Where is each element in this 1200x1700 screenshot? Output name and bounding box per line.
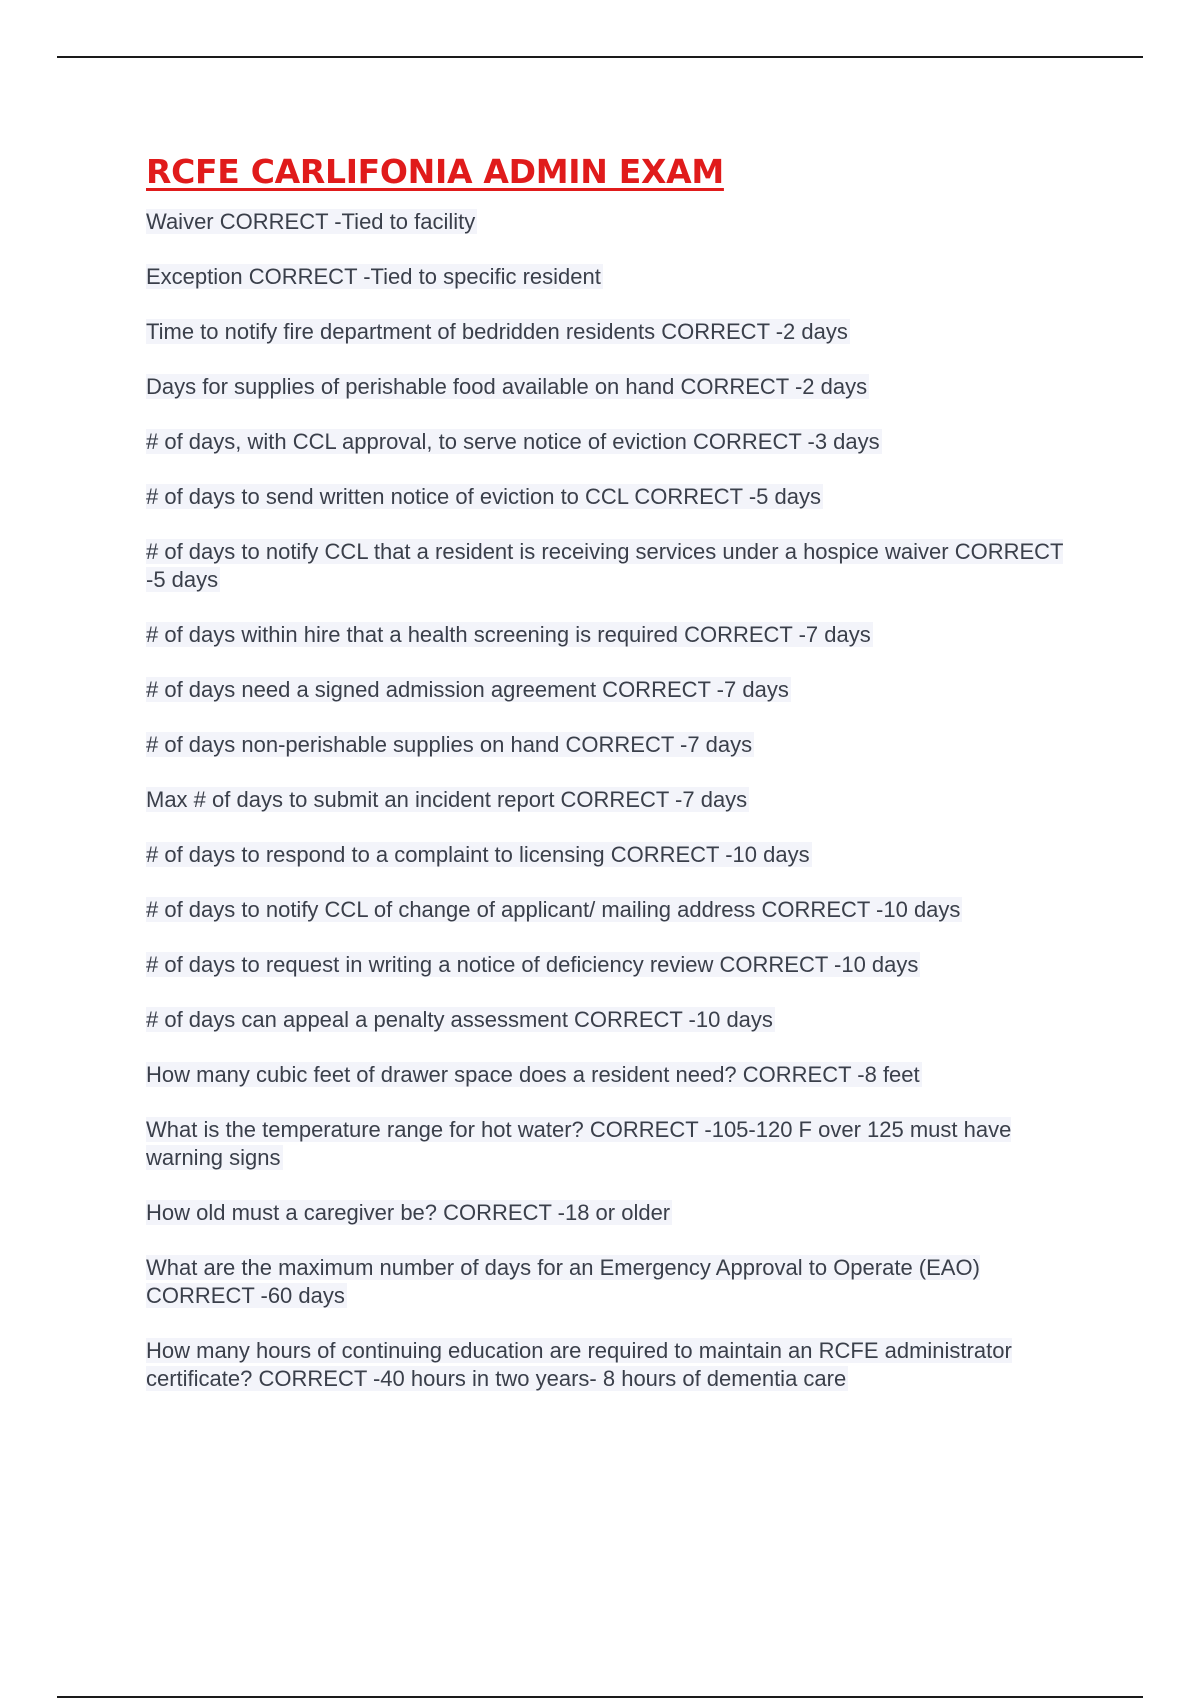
list-item (146, 621, 1076, 649)
header-rule (57, 56, 1143, 58)
list-item (146, 538, 1076, 594)
list-item-text: # of days to notify CCL that a resident is receiving services under a hospice waiver CORRECT -5 days (146, 539, 1064, 592)
list-item-text: Exception CORRECT -Tied to specific resident (146, 264, 601, 289)
list-item-text: How many cubic feet of drawer space does a resident need? CORRECT -8 feet (146, 1062, 920, 1087)
list-item-text: Max # of days to submit an incident report CORRECT -7 days (146, 787, 748, 812)
list-item (146, 483, 1076, 511)
list-item-text: # of days to respond to a complaint to licensing CORRECT -10 days (146, 842, 810, 867)
list-item-text: Days for supplies of perishable food available on hand CORRECT -2 days (146, 374, 868, 399)
document-body (146, 150, 1076, 1420)
list-item-text: Time to notify fire department of bedridden residents CORRECT -2 days (146, 319, 848, 344)
list-item (146, 373, 1076, 401)
list-item (146, 428, 1076, 456)
list-item (146, 1337, 1076, 1393)
list-item (146, 1116, 1076, 1172)
list-item-text: How old must a caregiver be? CORRECT -18 or older (146, 1200, 671, 1225)
list-item-text: # of days, with CCL approval, to serve notice of eviction CORRECT -3 days (146, 429, 880, 454)
list-item-text: What are the maximum number of days for an Emergency Approval to Operate (EAO) CORRECT -60 days (146, 1255, 980, 1308)
document-title: RCFE CARLIFONIA ADMIN EXAM (146, 152, 724, 191)
list-item (146, 841, 1076, 869)
list-item (146, 731, 1076, 759)
list-item (146, 951, 1076, 979)
list-item-text: What is the temperature range for hot water? CORRECT -105-120 F over 125 must have warning signs (146, 1117, 1012, 1170)
list-item (146, 1006, 1076, 1034)
list-item-text: How many hours of continuing education are required to maintain an RCFE administrator certificate? CORRECT -40 hours in two years- 8 hours of dementia care (146, 1338, 1012, 1391)
list-item (146, 318, 1076, 346)
footer-rule (57, 1696, 1143, 1698)
list-item-text: # of days to request in writing a notice of deficiency review CORRECT -10 days (146, 952, 919, 977)
list-item (146, 1254, 1076, 1310)
list-item (146, 676, 1076, 704)
list-item-text: # of days non-perishable supplies on hand CORRECT -7 days (146, 732, 753, 757)
list-item-text: Waiver CORRECT -Tied to facility (146, 209, 476, 234)
list-item-text: # of days can appeal a penalty assessment CORRECT -10 days (146, 1007, 773, 1032)
list-item-text: # of days to send written notice of eviction to CCL CORRECT -5 days (146, 484, 821, 509)
qa-list (146, 208, 1076, 1393)
list-item (146, 1199, 1076, 1227)
list-item (146, 896, 1076, 924)
list-item (146, 1061, 1076, 1089)
list-item (146, 208, 1076, 236)
list-item-text: # of days within hire that a health screening is required CORRECT -7 days (146, 622, 871, 647)
list-item-text: # of days need a signed admission agreement CORRECT -7 days (146, 677, 789, 702)
list-item (146, 263, 1076, 291)
list-item-text: # of days to notify CCL of change of applicant/ mailing address CORRECT -10 days (146, 897, 961, 922)
list-item (146, 786, 1076, 814)
